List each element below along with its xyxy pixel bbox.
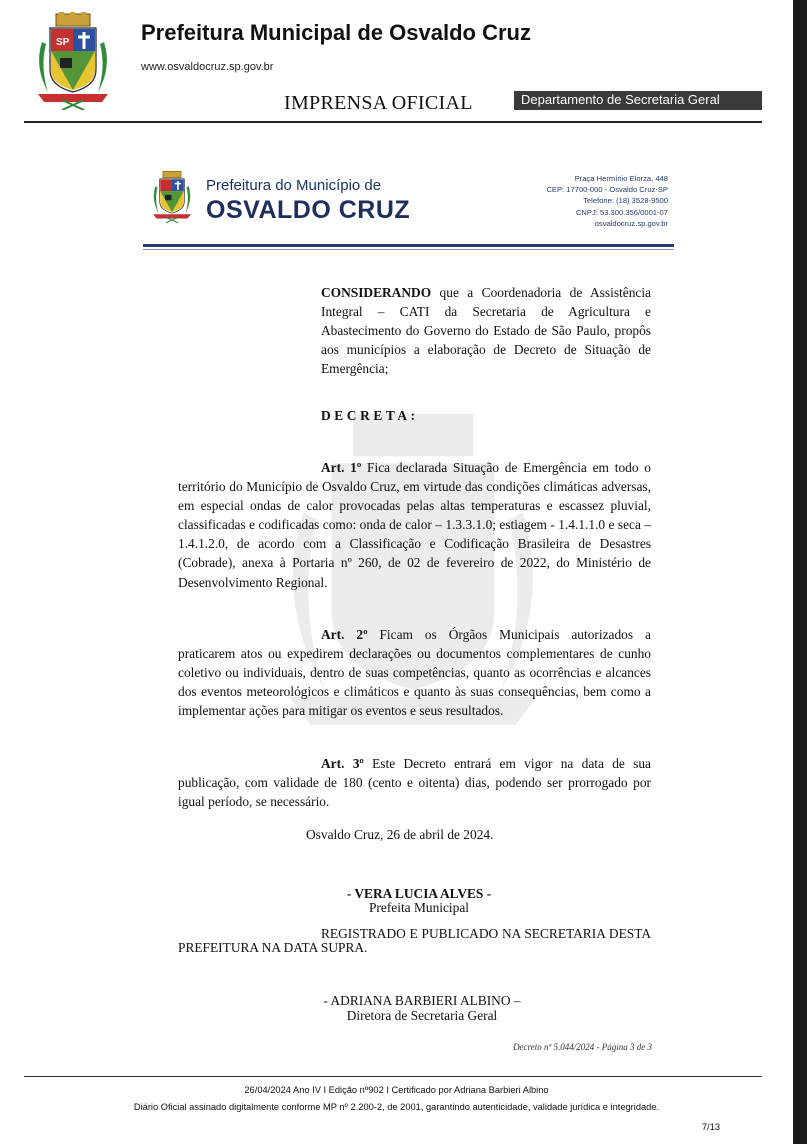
address-phone: Telefone: (18) 3528-9500 [583,196,668,206]
decree-page-number: Decreto nº 5.044/2024 - Página 3 de 3 [513,1042,652,1052]
letterhead-line2: OSVALDO CRUZ [206,196,411,224]
registration-note [178,927,651,956]
art1-label: Art. 1º [321,460,362,475]
letterhead-rule-thin [143,249,674,250]
registration-text: REGISTRADO E PUBLICADO NA SECRETARIA DESTA PREFEITURA NA DATA SUPRA. [178,926,651,956]
article-3 [178,754,651,811]
header-url[interactable]: www.osvaldocruz.sp.gov.br [141,61,274,73]
considerando-paragraph [321,283,651,378]
coat-of-arms-small-icon [150,168,194,225]
screen-edge [793,0,807,1144]
decreta-heading: DECRETA: [321,408,419,423]
letterhead-rule [143,244,674,247]
address-website[interactable]: osvaldocruz.sp.gov.br [594,218,668,228]
considerando-text: que a Coordenadoria de Assistência Integral – CATI da Secretaria de Agricultura e Abastecimento do Governo do Estado de São Paulo, propôs aos municípios a elaboração de Decreto de Situação de Emergência; [321,285,651,377]
address-cep: CEP: 17700-000 - Osvaldo Cruz-SP [546,185,668,195]
address-street: Praça Hermínio Elorza, 448 [574,174,668,183]
imprensa-oficial-label: IMPRENSA OFICIAL [284,92,473,114]
director-role: Diretora de Secretaria Geral [346,1008,498,1023]
article-1 [178,458,651,592]
svg-text:SP: SP [56,37,70,48]
art3-label: Art. 3º [321,756,364,771]
mayor-name: - VERA LUCIA ALVES - [346,886,492,901]
art2-label: Art. 2º [321,627,368,642]
footer-page-number: 7/13 [701,1122,720,1132]
footer-edition-info: 26/04/2024 Ano IV I Edição nº902 I Certificado por Adriana Barbieri Albino [244,1085,549,1095]
header-divider [24,121,762,123]
mayor-role: Prefeita Municipal [368,900,470,915]
art1-text: Fica declarada Situação de Emergência em todo o território do Município de Osvaldo Cruz, em virtude das condições climáticas adversas, em especial ondas de calor provocadas pelas altas temperaturas e escassez pluvial, classificadas e codificadas como: onda de calor – 1.3.3.1.0; estiagem - 1.4.1.1.0 e seca – 1.4.1.2.0, de acordo com a Classificação e Codificação Brasileira de Desastres (Cobrade), anexa à Portaria nº 260, de 02 de fevereiro de 2022, do Ministério de Desenvolvimento Regional. [178,460,651,590]
header-title: Prefeitura Municipal de Osvaldo Cruz [141,20,531,45]
considerando-label: CONSIDERANDO [321,285,432,300]
director-name: - ADRIANA BARBIERI ALBINO – [323,993,521,1008]
letterhead-line1: Prefeitura do Município de [206,177,382,194]
footer-divider [24,1076,762,1077]
article-2 [178,625,651,720]
coat-of-arms-icon [32,12,114,110]
footer-signature-note: Diário Oficial assinado digitalmente conforme MP nº 2.200-2, de 2001, garantindo autenticidade, validade jurídica e integridade. [133,1102,660,1112]
letterhead-address [546,173,668,229]
address-cnpj: CNPJ: 53.300.356/0001-07 [575,207,668,217]
art3-text: Este Decreto entrará em vigor na data de sua publicação, com validade de 180 (cento e oitenta) dias, podendo ser prorrogado por igual período, se necessário. [178,756,652,810]
art2-text: Ficam os Órgãos Municipais autorizados a praticarem atos ou expedirem declarações ou documentos complementares de cunho coletivo ou individuais, dentro de suas competências, quanto as ocorrências e alcances dos eventos meteorológicos e climáticos e quanto às suas consequências, bem como a implementar ações para mitigar os eventos e seus resultados. [178,627,651,719]
signing-date: Osvaldo Cruz, 26 de abril de 2024. [306,827,494,842]
department-badge: Departamento de Secretaria Geral [514,91,762,110]
